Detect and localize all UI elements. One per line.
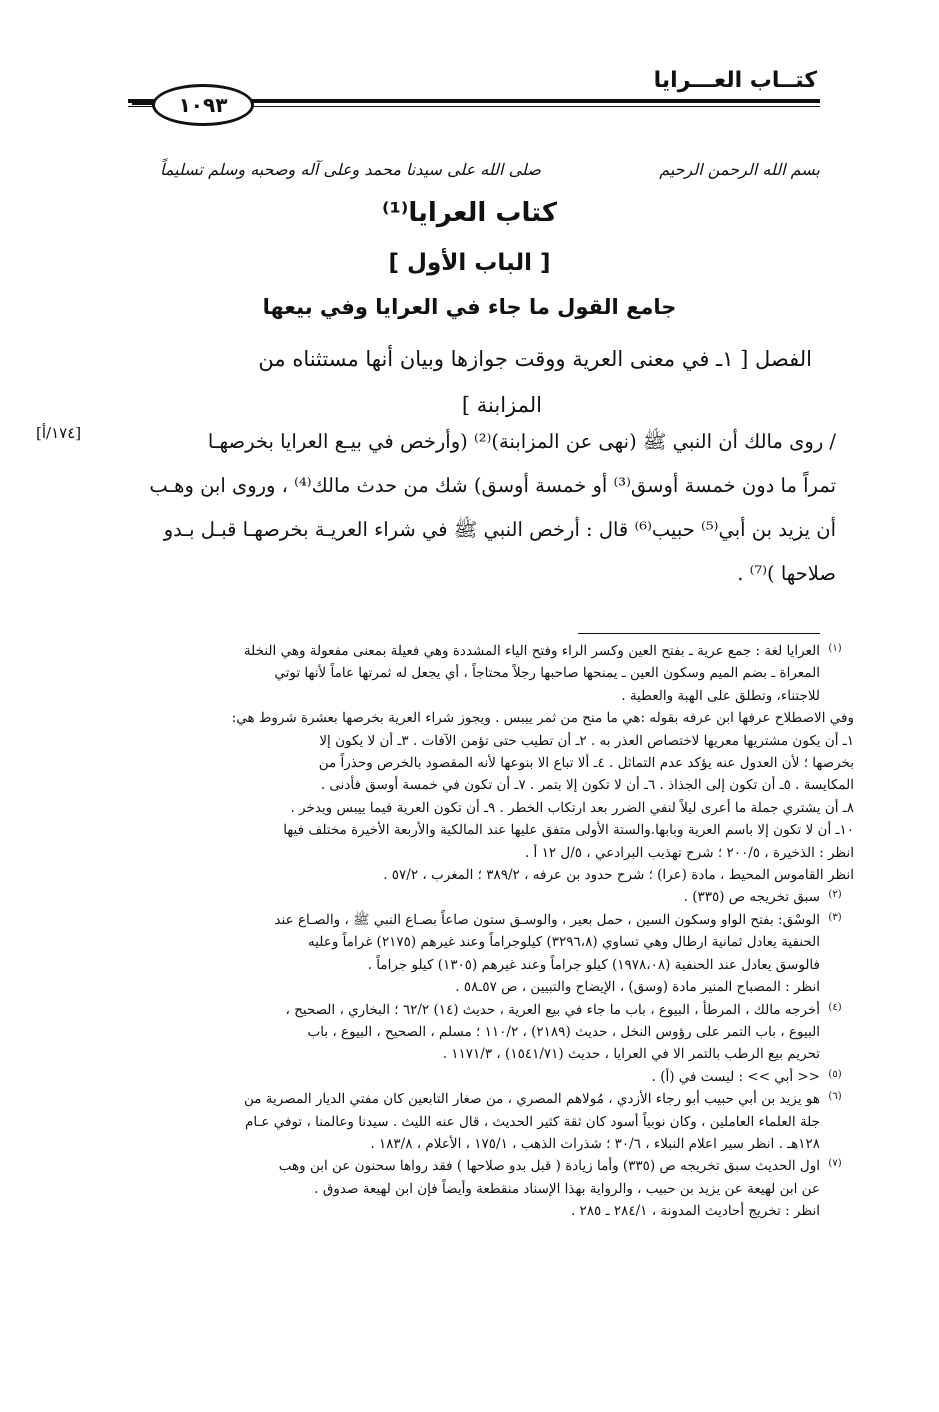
footnote-number: (١)	[828, 643, 842, 654]
footnote-line: بخرصها ؛ لأن العدول عنه يؤكد عدم التماثل . ٤ـ ألا تباع الا بنوعها لأنه المقصود بالخرص وحذراً من	[318, 755, 854, 772]
page-number	[152, 84, 254, 126]
main-text	[120, 420, 836, 596]
chapter-title: [ الباب الأول ]	[388, 250, 551, 276]
footnote-line: فالوسق يعادل عند الحنفية (١٩٧٨،٠٨) كيلو جراماً وعند غيرهم (١٣٠٥) كيلو جراماً .	[367, 956, 820, 973]
footnote-line: عن ابن لهيعة عن يزيد بن حبيب ، والرواية بهذا الإسناد منقطعة وأيضاً فإن ابن لهيعة صدوق .	[314, 1180, 820, 1197]
footnote-line: اول الحديث سبق تخريجه ص (٣٣٥) وأما زيادة ( قبل بدو صلاحها ) فقد رواها سحنون عن ابن وهب	[278, 1158, 820, 1175]
header-ornament	[132, 99, 154, 105]
main-text-line: تمراً ما دون خمسة أوسق⁽³⁾ أو خمسة أوسق) شك من حدث مالك⁽⁴⁾ ، وروى ابن وهـب	[149, 474, 836, 497]
footnote-line: ١٢٨هـ . انظر سير اعلام النبلاء ، ٣٠/٦ ؛ شذرات الذهب ، ١٧٥/١ ، الأعلام ، ١٨٣/٨ .	[370, 1135, 820, 1152]
footnote	[90, 1088, 850, 1155]
basmala-line	[160, 160, 820, 179]
footnote-line: تحريم بيع الرطب بالتمر الا في العرايا ، حديث (١٥٤١/٧١) ، ١١٧١/٣ .	[442, 1046, 820, 1063]
footnotes	[90, 640, 854, 1223]
footnote-line: انظر : تخريج أحاديث المدونة ، ٢٨٤/١ ـ ٢٨٥ .	[570, 1203, 820, 1220]
footnote-body	[90, 999, 820, 1066]
footnote-line: ١٠ـ أن لا تكون إلا باسم العرية وبابها.والستة الأولى متفق عليها عند المالكية والأربعة الأخيرة مختلف فيها	[283, 822, 854, 839]
footnote-line: << أبي >> : ليست في (أ) .	[651, 1068, 820, 1085]
footnote-number: (٤)	[828, 1001, 842, 1013]
footnote	[90, 886, 850, 908]
footnote-line: وفي الاصطلاح عرفها ابن عرفه بقوله :هي ما منح من ثمر ييبس . ويجوز شراء العرية بخرصها بعشرة شروط هي:	[231, 710, 854, 727]
footnote-body	[90, 1088, 820, 1155]
footnote-line: ١ـ أن يكون مشتريها معريها لاختصاص العذر به . ٢ـ أن تطيب حتى تؤمن الآفات . ٣ـ أن لا يكون إلا	[319, 732, 854, 749]
basmala-right: بسم الله الرحمن الرحيم	[659, 160, 820, 179]
footnote	[90, 1155, 850, 1222]
footnote-line: ٨ـ أن يشتري جملة ما أعرى ليلاً لنفي الضرر بعد ارتكاب الخطر . ٩ـ أن تكون العرية فيما ييبس ويدخر .	[290, 799, 854, 816]
footnote-line: هو يزيد بن أبي حبيب أبو رجاء الأزدي ، مُولاهم المصري ، من صغار التابعين كان مفتي الديار المصرية من	[244, 1091, 820, 1108]
footnote	[90, 707, 854, 886]
footnote-separator	[578, 633, 820, 634]
footnote-line: للاجتناء، وتطلق على الهبة والعطية .	[621, 687, 820, 704]
footnote	[90, 640, 850, 707]
book-title: كتاب العرايا⁽¹⁾	[381, 198, 558, 228]
footnote-number: (٦)	[828, 1091, 842, 1103]
footnote-line: العرايا لغة : جمع عرية ـ بفتح العين وكسر الراء وفتح الياء المشددة وهي فعيلة بمعنى مفعولة وهي النخلة	[243, 643, 820, 659]
footnote-body	[90, 707, 854, 886]
footnote-line: انظر القاموس المحيط ، مادة (عرا) ؛ شرح حدود بن عرفه ، ٣٨٩/٢ ؛ المغرب ، ٥٧/٢ .	[383, 867, 854, 884]
fasl-heading	[100, 336, 812, 428]
section-title: جامع القول ما جاء في العرايا وفي بيعها	[262, 295, 677, 319]
footnote-line: أخرجه مالك ، المرطأ ، البيوع ، باب ما جاء في بيع العرية ، حديث (١٤) ٦٢/٢ ؛ البخاري ، الصحيح ،	[285, 1001, 820, 1018]
running-title: كتــاب العـــرايا	[653, 68, 817, 93]
footnote-number: (٥)	[828, 1068, 842, 1080]
footnote	[90, 1066, 850, 1088]
footnote-line: سبق تخريجه ص (٣٣٥) .	[683, 889, 820, 906]
footnote-line: جلة العلماء العاملين ، وكان نوبياً أسود كان ثقة كثير الحديث ، قال عنه الليث . سيدنا وعالمنا ، توفي عـام	[244, 1113, 820, 1130]
footnote-line: الحنفية يعادل ثمانية ارطال وهي تساوي (٣٢٩٦،٨) كيلوجراماً وعند غيرهم (٢١٧٥) غراماً وعليه	[308, 934, 820, 951]
footnote	[90, 909, 850, 999]
main-text-line: أن يزيد بن أبي⁽⁵⁾ حبيب⁽⁶⁾ قال : أرخص النبي ﷺ في شراء العريـة بخرصهـا قبـل بـدو	[163, 518, 836, 541]
basmala-left: صلى الله على سيدنا محمد وعلى آله وصحبه وسلم تسليماً	[160, 160, 541, 179]
footnote-line: انظر : المصباح المنير مادة (وسق) ، الإيضاح والتبيين ، ص ٥٧ـ٥٨ .	[455, 979, 820, 996]
footnote-line: البيوع ، باب التمر على رؤوس النخل ، حديث (٢١٨٩) ، ١١٠/٢ ؛ مسلم ، الصحيح ، البيوع ، باب	[307, 1023, 820, 1040]
footnote-number: (٢)	[828, 889, 842, 901]
footnote-body	[90, 909, 820, 999]
footnote-body	[90, 1066, 820, 1088]
footnote-line: المعراة ـ بضم الميم وسكون العين ـ يمنحها صاحبها رجلاً محتاجاً ، أي يجعل له ثمرتها عاماً لأنها توتي	[274, 665, 820, 682]
footnote-body	[90, 1155, 820, 1222]
footnote-number: (٧)	[828, 1158, 842, 1170]
footnote-number: (٣)	[828, 911, 842, 923]
footnote-line: الوسْق: بفتح الواو وسكون السين ، حمل بعير ، والوسـق ستون صاعاً بصـاع النبي ﷺ ، والصـاع عند	[274, 911, 820, 928]
footnote-body	[90, 640, 820, 707]
footnote	[90, 999, 850, 1066]
page-number-text: ١٠٩٣	[178, 93, 228, 117]
fasl-line-1: الفصل [ ١ـ في معنى العرية ووقت جوازها وبيان أنها مستثناه من	[258, 347, 812, 371]
main-text-line: صلاحها )⁽⁷⁾ .	[737, 562, 836, 585]
main-text-line: / روى مالك أن النبي ﷺ (نهى عن المزابنة)⁽²⁾ (وأرخص في بيـع العرايا بخرصهـا	[207, 430, 836, 453]
fasl-line-2: المزابنة ]	[461, 393, 542, 417]
footnote-line: انظر : الذخيرة ، ٢٠٠/٥ ؛ شرح تهذيب البرادعي ، ٥/ل ١٢ أ .	[524, 844, 854, 861]
folio-mark: [١٧٤/أ]	[36, 424, 82, 442]
footnote-line: المكايسة . ٥ـ أن تكون إلى الجذاذ . ٦ـ أن لا تكون إلا بتمر . ٧ـ أن تكون في خمسة أوسق فأدنى .	[320, 777, 854, 794]
footnote-body	[90, 886, 820, 908]
